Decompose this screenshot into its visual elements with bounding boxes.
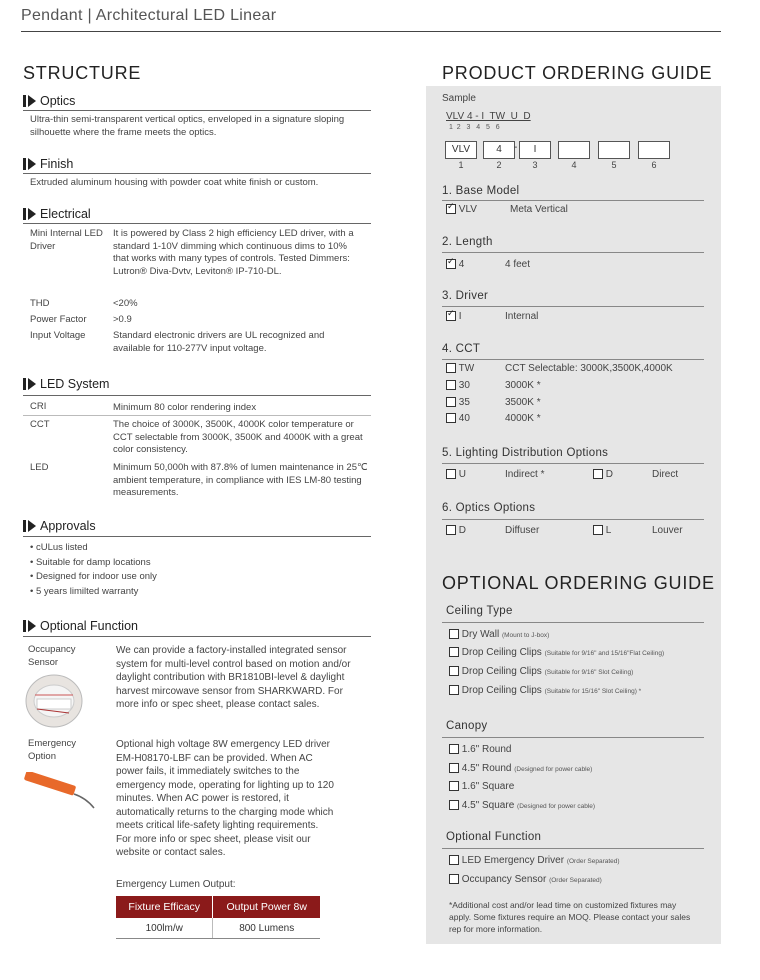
- option-code: D: [605, 469, 614, 480]
- option-desc: Louver: [652, 525, 683, 536]
- checkbox[interactable]: [446, 397, 456, 407]
- option-label: 1.6" Round: [461, 744, 512, 755]
- optics-text: Ultra-thin semi-transparent vertical optics, enveloped in a signature sloping silhouette where the frame meets the optics.: [30, 114, 345, 138]
- checkbox[interactable]: [449, 629, 459, 639]
- list-item: • Suitable for damp locations: [30, 556, 151, 568]
- option-desc: 4000K *: [505, 413, 541, 424]
- approval-item: cULus listed: [35, 542, 88, 553]
- cct-heading: 4. CCT: [442, 343, 481, 355]
- divider: [442, 737, 704, 738]
- divider: [23, 536, 371, 537]
- option-desc: Meta Vertical: [510, 204, 568, 215]
- section-marker-icon: [23, 208, 26, 220]
- code-box: [638, 141, 670, 159]
- checkbox[interactable]: [446, 469, 456, 479]
- option-desc: Direct: [652, 469, 679, 480]
- approvals-heading-label: Approvals: [40, 519, 96, 533]
- divider: [442, 463, 704, 464]
- option-code: D: [458, 525, 467, 536]
- option-label: 4.5" Square: [461, 800, 515, 811]
- ordering-guide-title: PRODUCT ORDERING GUIDE: [442, 63, 713, 83]
- optional-function-guide-heading: Optional Function: [446, 831, 542, 843]
- option-label: Dry Wall: [461, 629, 500, 640]
- option-desc: 3500K *: [505, 397, 541, 408]
- table-header: Output Power 8w: [213, 896, 320, 918]
- checkbox[interactable]: [449, 744, 459, 754]
- divider: [442, 306, 704, 307]
- canopy-option[interactable]: [449, 781, 514, 792]
- option-note: (Mount to J-box): [501, 632, 550, 639]
- divider: [442, 359, 704, 360]
- emergency-text: [116, 738, 341, 860]
- optics-option[interactable]: [593, 525, 611, 536]
- divider: [442, 252, 704, 253]
- ceiling-option[interactable]: [449, 685, 641, 696]
- emergency-label: Emergency Option: [28, 738, 77, 762]
- code-box: [598, 141, 630, 159]
- option-label: LED Emergency Driver: [461, 855, 565, 866]
- option-note: (Suitable for 9/16" Slot Ceiling): [544, 669, 634, 676]
- triangle-icon: [28, 520, 36, 532]
- optional-function-heading: [23, 619, 138, 633]
- occupancy-label: Occupancy Sensor: [28, 644, 76, 668]
- code-box: I: [519, 141, 551, 159]
- checkbox[interactable]: [449, 874, 459, 884]
- divider: [23, 415, 371, 416]
- checkbox[interactable]: [449, 781, 459, 791]
- ceiling-option[interactable]: [449, 647, 664, 658]
- divider: [23, 223, 371, 224]
- option-code: U: [458, 469, 467, 480]
- option-label: Drop Ceiling Clips: [461, 666, 542, 677]
- divider: [23, 173, 371, 174]
- box-number: 1: [458, 160, 464, 170]
- electrical-value: >0.9: [113, 314, 132, 325]
- canopy-heading: Canopy: [446, 720, 488, 732]
- option-desc: 3000K *: [505, 380, 541, 391]
- optional-guide-title: OPTIONAL ORDERING GUIDE: [442, 573, 715, 593]
- triangle-icon: [28, 158, 36, 170]
- checkbox[interactable]: [593, 469, 603, 479]
- checkbox[interactable]: [446, 525, 456, 535]
- checkbox[interactable]: [593, 525, 603, 535]
- canopy-option[interactable]: [449, 763, 592, 774]
- code-box: 4: [483, 141, 515, 159]
- option-note: (Designed for power cable): [517, 803, 596, 810]
- option-desc: Indirect *: [505, 469, 545, 480]
- option-note: (Order Separated): [566, 858, 620, 865]
- option-code: 30: [458, 380, 470, 391]
- led-label: LED: [30, 462, 49, 473]
- checkbox[interactable]: [449, 685, 459, 695]
- checkbox[interactable]: [446, 363, 456, 373]
- box-number: 3: [532, 160, 538, 170]
- table-header: Fixture Efficacy: [116, 896, 213, 918]
- section-marker-icon: [23, 95, 26, 107]
- electrical-value: <20%: [113, 298, 138, 309]
- option-code: VLV: [458, 204, 477, 215]
- checkbox[interactable]: [449, 763, 459, 773]
- sample-code: VLV 4 - I TW U D: [446, 111, 531, 122]
- emergency-contact-text: For more info or spec sheet, please visit our website or contact sales.: [116, 833, 311, 858]
- option-code: 35: [458, 397, 470, 408]
- option-code: TW: [458, 363, 475, 374]
- electrical-label: Input Voltage: [30, 330, 86, 341]
- electrical-value: It is powered by Class 2 high efficiency LED driver, with a standard 1-10V dimming which continuous dims to 10% that works with many types of controls. Tested Dimmers: Lutron® Diva-Dvtv, Leviton® IP-710-DL.: [113, 228, 354, 277]
- option-code: I: [458, 311, 462, 322]
- sample-numbers: 1 2 3 4 5 6: [449, 124, 500, 131]
- driver-option[interactable]: [446, 311, 462, 322]
- option-note: (Order Separated): [549, 877, 602, 884]
- optics-heading-label: Optics: [40, 94, 76, 108]
- checkbox-checked[interactable]: [446, 204, 456, 214]
- divider: [442, 848, 704, 849]
- footnote: *Additional cost and/or lead time on customized fixtures may apply. Some fixtures require an MOQ. Please contact your sales rep for more information.: [449, 900, 691, 934]
- option-code: 4: [458, 259, 465, 270]
- option-desc: CCT Selectable: 3000K,3500K,4000K: [505, 363, 673, 374]
- table-header-row: [116, 896, 320, 918]
- optional-function-heading-label: Optional Function: [40, 619, 138, 633]
- occupancy-sensor-image: [25, 673, 83, 729]
- checkbox[interactable]: [446, 413, 456, 423]
- triangle-icon: [28, 95, 36, 107]
- canopy-option[interactable]: [449, 800, 595, 811]
- page-header-title: Pendant | Architectural LED Linear: [21, 7, 277, 24]
- section-marker-icon: [23, 378, 26, 390]
- option-desc: Diffuser: [505, 525, 540, 536]
- sample-label: Sample: [442, 93, 476, 104]
- checkbox-checked[interactable]: [446, 311, 456, 321]
- checkbox[interactable]: [449, 855, 459, 865]
- electrical-label: Mini Internal LED Driver: [30, 228, 103, 252]
- led-label: CCT: [30, 419, 50, 430]
- optics-options-heading: 6. Optics Options: [442, 502, 536, 514]
- checkbox[interactable]: [449, 800, 459, 810]
- distribution-heading: 5. Lighting Distribution Options: [442, 447, 609, 459]
- option-desc: Internal: [505, 311, 539, 322]
- finish-heading: [23, 157, 73, 171]
- ceiling-type-heading: Ceiling Type: [446, 605, 513, 617]
- divider: [23, 636, 371, 637]
- code-box: VLV: [445, 141, 477, 159]
- length-heading: 2. Length: [442, 236, 493, 248]
- canopy-option[interactable]: [449, 744, 511, 755]
- option-note: (Suitable for 9/16" and 15/16"Flat Ceiling): [544, 650, 665, 657]
- optics-heading: [23, 94, 75, 108]
- led-value: Minimum 50,000h with 87.8% of lumen maintenance in 25℃ ambient temperature, in compliance with IES LM-80 testing measurements.: [113, 462, 368, 498]
- distribution-option[interactable]: [593, 469, 613, 480]
- checkbox[interactable]: [446, 380, 456, 390]
- driver-heading: 3. Driver: [442, 290, 489, 302]
- distribution-option[interactable]: [446, 469, 466, 480]
- option-label: 1.6" Square: [461, 781, 515, 792]
- box-number: 4: [571, 160, 577, 170]
- base-model-option[interactable]: [446, 204, 477, 215]
- box-number: 5: [611, 160, 617, 170]
- lumen-output-table: [116, 896, 320, 939]
- option-label: 4.5" Round: [461, 763, 512, 774]
- function-option[interactable]: [449, 874, 602, 885]
- checkbox[interactable]: [449, 666, 459, 676]
- emergency-driver-image: [22, 772, 100, 812]
- option-label: Drop Ceiling Clips: [461, 685, 542, 696]
- electrical-label: Power Factor: [30, 314, 87, 325]
- lumen-output-title: Emergency Lumen Output:: [116, 879, 236, 890]
- ceiling-option[interactable]: [449, 666, 633, 677]
- triangle-icon: [28, 208, 36, 220]
- table-row: [116, 918, 320, 939]
- table-cell: 100lm/w: [116, 918, 213, 939]
- ceiling-option[interactable]: [449, 629, 549, 640]
- code-separator: -: [514, 142, 518, 153]
- option-note: (Suitable for 15/16" Slot Ceiling) *: [544, 688, 642, 695]
- cct-option[interactable]: [446, 363, 474, 374]
- triangle-icon: [28, 378, 36, 390]
- section-marker-icon: [23, 620, 26, 632]
- divider: [23, 110, 371, 111]
- approval-item: Designed for indoor use only: [35, 571, 157, 582]
- approvals-heading: [23, 519, 96, 533]
- section-marker-icon: [23, 520, 26, 532]
- approvals-list: [30, 541, 157, 599]
- length-option[interactable]: [446, 259, 464, 270]
- approval-item: 5 years limilted warranty: [35, 585, 139, 597]
- list-item: • cULus listed: [30, 542, 88, 553]
- occupancy-text: We can provide a factory-installed integrated sensor system for multi-level control based on motion and/or daylight contribution with BR1810BI-level & daylight harvest mircowave sensor from SHARKWARD. For more info or spec sheet, please contact sales.: [116, 645, 351, 710]
- code-box: [558, 141, 590, 159]
- option-code: 40: [458, 413, 470, 424]
- divider: [442, 622, 704, 623]
- box-number: 2: [496, 160, 502, 170]
- list-item: • Designed for indoor use only: [30, 571, 157, 582]
- structure-title: STRUCTURE: [23, 63, 142, 83]
- cct-option[interactable]: [446, 397, 470, 408]
- led-value: Minimum 80 color rendering index: [113, 402, 257, 413]
- divider: [23, 395, 371, 396]
- cct-option[interactable]: [446, 380, 470, 391]
- led-system-heading: [23, 377, 109, 391]
- function-option[interactable]: [449, 855, 620, 866]
- approval-item: Suitable for damp locations: [35, 556, 151, 568]
- electrical-value: Standard electronic drivers are UL recognized and available for 110-277V input voltage.: [113, 330, 325, 354]
- emergency-description: Optional high voltage 8W emergency LED driver EM-H08170-LBF can be provided. When AC power fails, it immediately switches to the emergency mode, operating for lighting up to 120 minutes. When AC power is restored, it automatically returns to the charging mode which meets critical life-safety lighting requirements.: [116, 739, 334, 831]
- finish-heading-label: Finish: [40, 157, 74, 171]
- finish-text: Extruded aluminum housing with powder coat white finish or custom.: [30, 177, 319, 188]
- optics-option[interactable]: [446, 525, 466, 536]
- option-code: L: [605, 525, 612, 536]
- header-divider: [21, 31, 721, 32]
- list-item: • 5 years limilted warranty: [30, 585, 139, 597]
- divider: [442, 519, 704, 520]
- table-cell: 800 Lumens: [213, 918, 320, 939]
- checkbox[interactable]: [449, 647, 459, 657]
- electrical-heading: [23, 207, 91, 221]
- electrical-heading-label: Electrical: [40, 207, 91, 221]
- checkbox-checked[interactable]: [446, 259, 456, 269]
- section-marker-icon: [23, 158, 26, 170]
- box-number: 6: [651, 160, 657, 170]
- divider: [442, 200, 704, 201]
- electrical-label: THD: [30, 298, 50, 309]
- base-model-heading: 1. Base Model: [442, 185, 520, 197]
- led-value: The choice of 3000K, 3500K, 4000K color temperature or CCT selectable from 3000K, 3500K and 4000K with a great color consistency.: [113, 419, 363, 455]
- option-label: Drop Ceiling Clips: [461, 647, 542, 658]
- cct-option[interactable]: [446, 413, 470, 424]
- led-system-heading-label: LED System: [40, 377, 110, 391]
- option-note: (Designed for power cable): [514, 766, 593, 773]
- triangle-icon: [28, 620, 36, 632]
- led-label: CRI: [30, 401, 47, 412]
- option-label: Occupancy Sensor: [461, 874, 547, 885]
- option-desc: 4 feet: [505, 259, 531, 270]
